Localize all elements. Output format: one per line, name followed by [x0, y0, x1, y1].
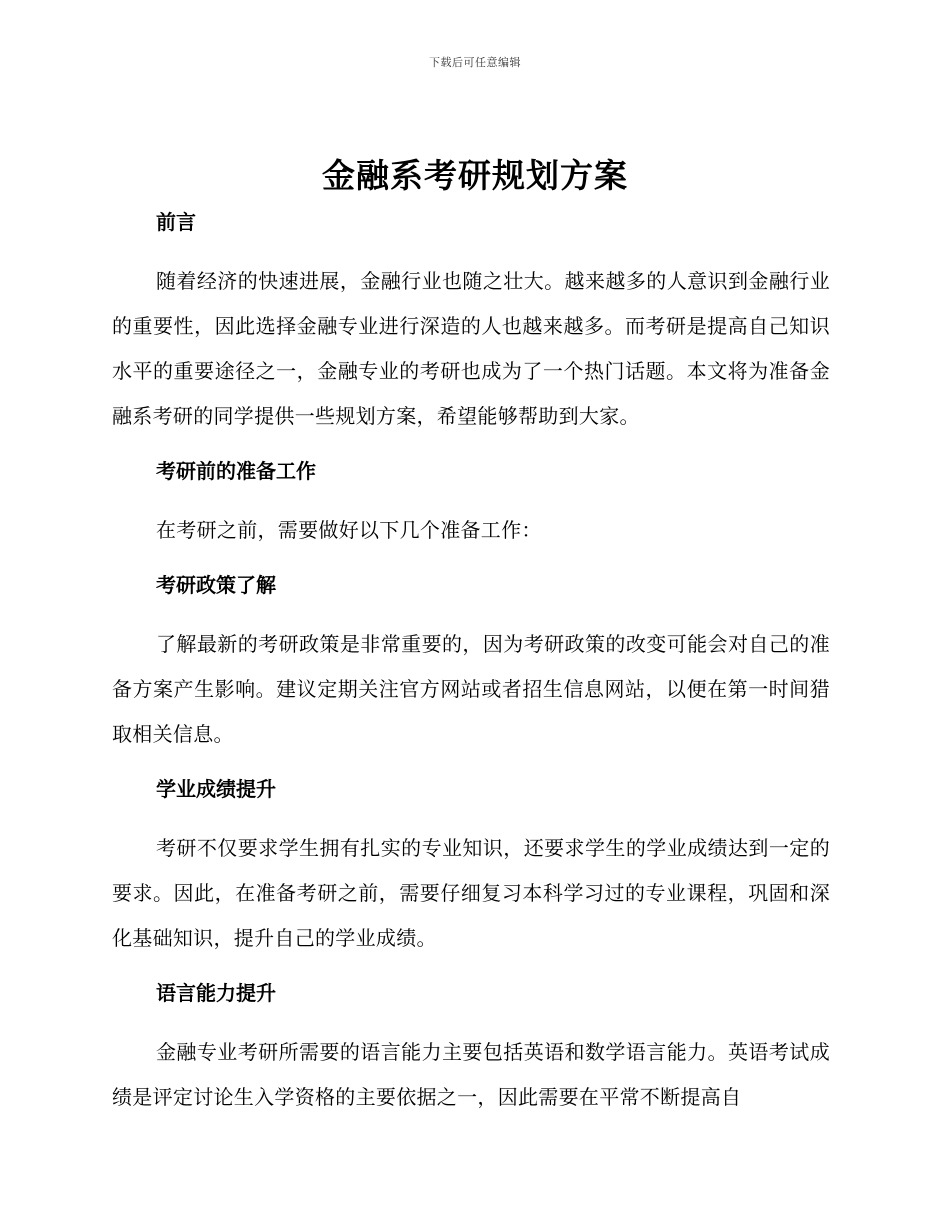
section-heading: 学业成绩提升: [156, 777, 276, 801]
section-preparation: [112, 453, 830, 567]
document-title: 金融系考研规划方案: [322, 156, 628, 195]
section-paragraph: 随着经济的快速进展，金融行业也随之壮大。越来越多的人意识到金融行业的重要性，因此选择金融专业进行深造的人也越来越多。而考研是提高自己知识水平的重要途径之一，金融专业的考研也成为了一个热门话题。本文将为准备金融系考研的同学提供一些规划方案，希望能够帮助到大家。: [112, 269, 830, 428]
section-heading: 前言: [156, 210, 196, 234]
section-paragraph: 在考研之前，需要做好以下几个准备工作：: [156, 518, 542, 542]
header-note: 下载后可任意编辑: [429, 56, 521, 69]
document-body: [112, 204, 830, 1120]
section-grades: [112, 771, 830, 975]
section-preface: [112, 204, 830, 453]
section-heading: 考研前的准备工作: [156, 459, 316, 483]
section-language: [112, 975, 830, 1120]
section-heading: 语言能力提升: [156, 981, 276, 1005]
section-policy: [112, 567, 830, 771]
section-paragraph: 了解最新的考研政策是非常重要的，因为考研政策的改变可能会对自己的准备方案产生影响。建议定期关注官方网站或者招生信息网站，以便在第一时间猎取相关信息。: [112, 632, 830, 746]
section-heading: 考研政策了解: [156, 573, 276, 597]
section-paragraph: 考研不仅要求学生拥有扎实的专业知识，还要求学生的学业成绩达到一定的要求。因此，在准备考研之前，需要仔细复习本科学习过的专业课程，巩固和深化基础知识，提升自己的学业成绩。: [112, 836, 830, 950]
section-paragraph: 金融专业考研所需要的语言能力主要包括英语和数学语言能力。英语考试成绩是评定讨论生入学资格的主要依据之一，因此需要在平常不断提高自: [112, 1040, 830, 1109]
